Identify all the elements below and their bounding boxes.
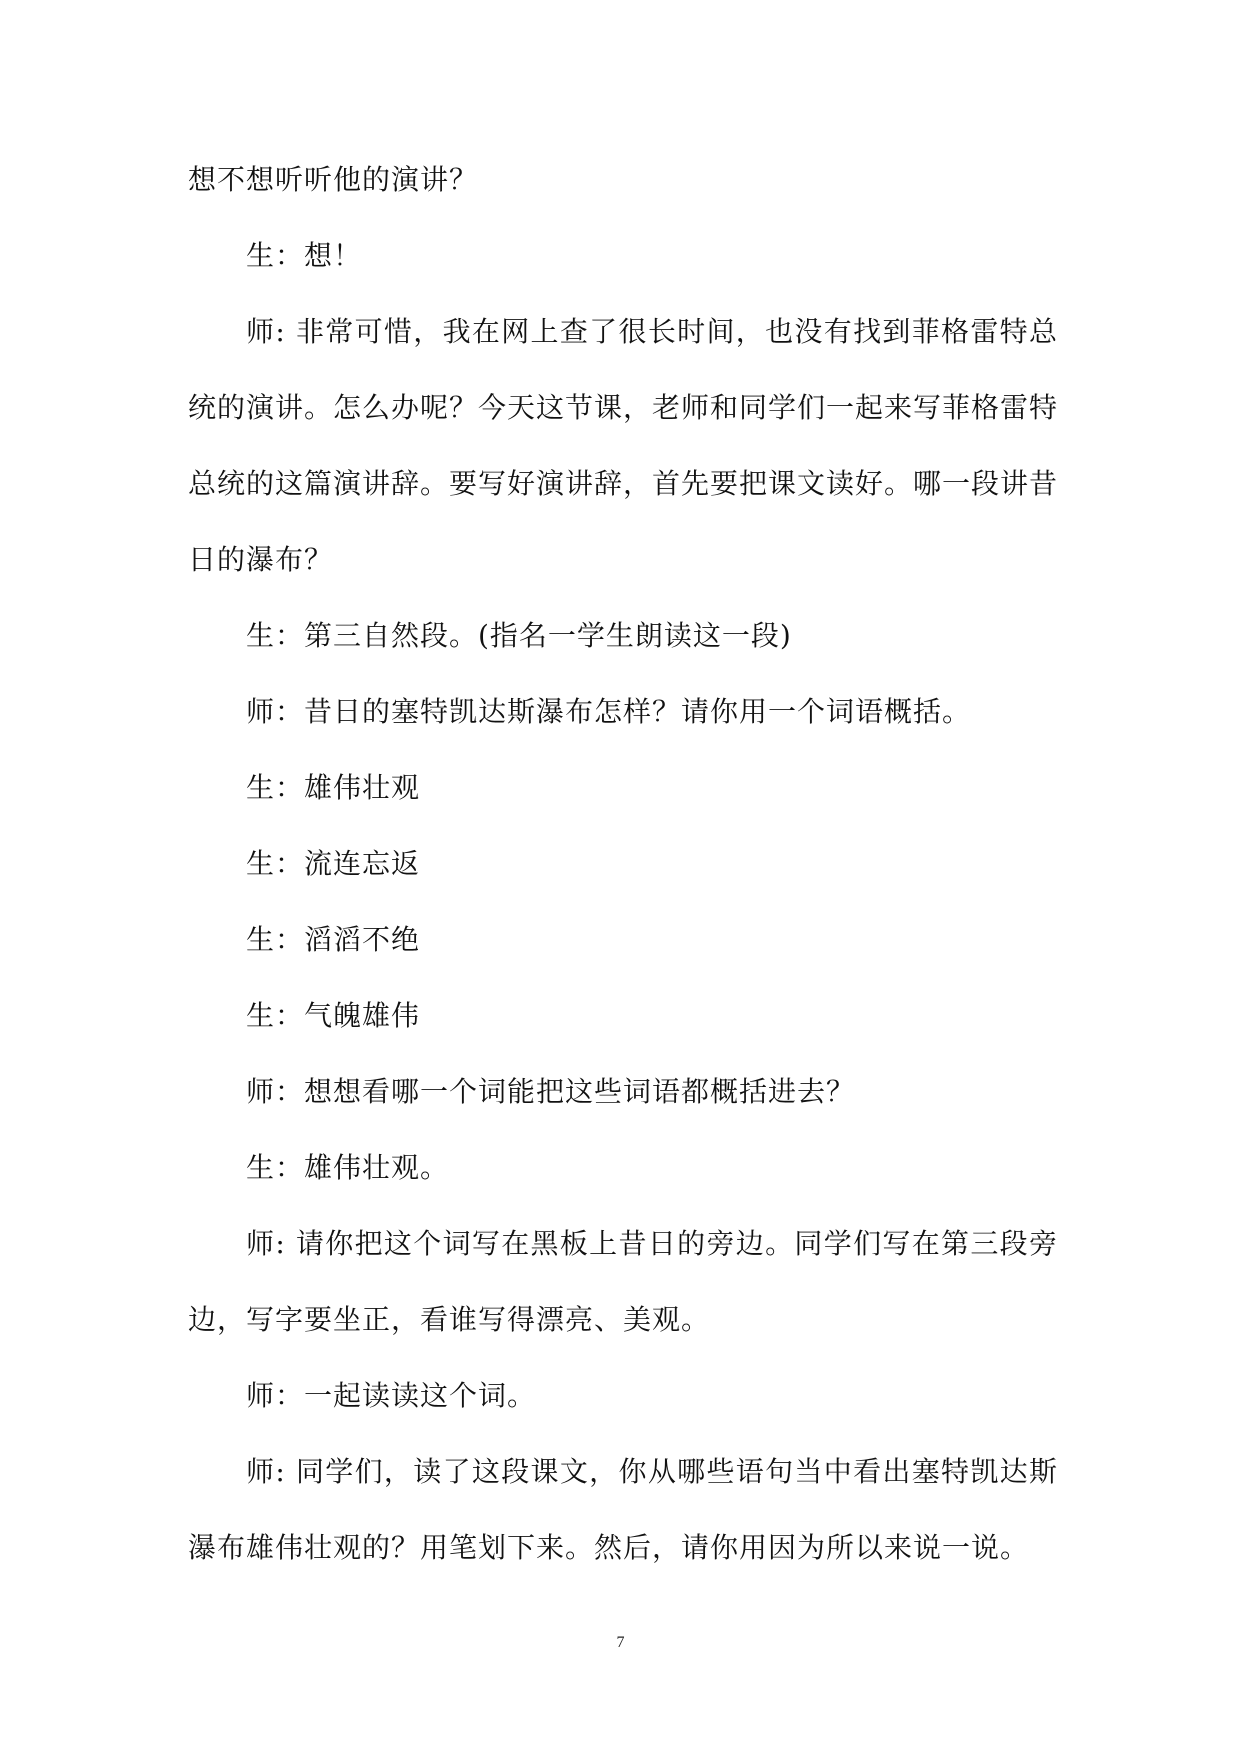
paragraph-14: 师: 同学们，读了这段课文，你从哪些语句当中看出塞特凯达斯瀑布雄伟壮观的？用笔划下来。然后，请你用因为所以来说一说。 <box>188 1455 1058 1564</box>
paragraph-5: 师：昔日的塞特凯达斯瀑布怎样？请你用一个词语概括。 <box>246 695 972 728</box>
paragraph-7: 生：流连忘返 <box>246 847 421 880</box>
page-number: 7 <box>616 1634 625 1651</box>
paragraph-2: 生：想！ <box>246 239 363 272</box>
paragraph-4: 生：第三自然段。(指名一学生朗读这一段) <box>246 619 792 652</box>
paragraph-6: 生：雄伟壮观 <box>246 771 421 804</box>
paragraph-1: 想不想听听他的演讲？ <box>188 163 479 196</box>
paragraph-3: 师: 非常可惜，我在网上查了很长时间，也没有找到菲格雷特总统的演讲。怎么办呢？今天这节课，老师和同学们一起来写菲格雷特总统的这篇演讲辞。要写好演讲辞，首先要把课文读好。哪一段讲昔日的瀑布？ <box>188 315 1059 576</box>
paragraph-11: 生：雄伟壮观。 <box>246 1151 450 1184</box>
document-body <box>188 142 1058 1586</box>
paragraph-10: 师：想想看哪一个词能把这些词语都概括进去？ <box>246 1075 856 1108</box>
paragraph-8: 生：滔滔不绝 <box>246 923 421 956</box>
paragraph-13: 师：一起读读这个词。 <box>246 1379 537 1412</box>
paragraph-9: 生：气魄雄伟 <box>246 999 421 1032</box>
paragraph-12: 师: 请你把这个词写在黑板上昔日的旁边。同学们写在第三段旁边，写字要坐正，看谁写得漂亮、美观。 <box>188 1227 1058 1336</box>
